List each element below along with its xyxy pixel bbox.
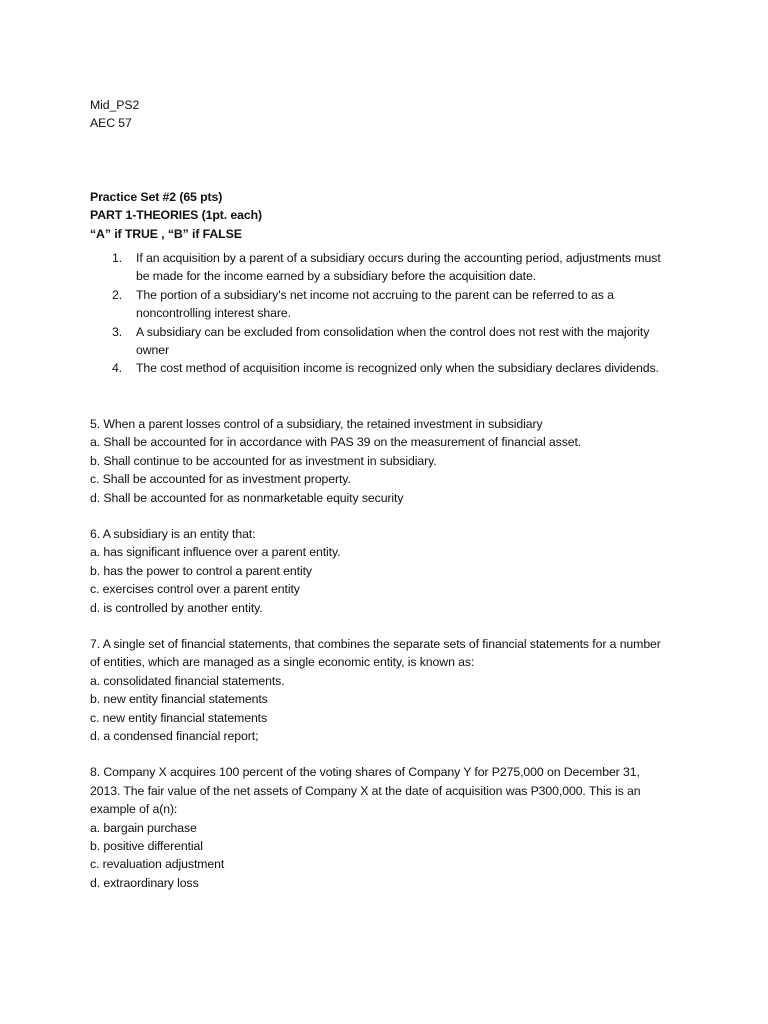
answer-option: c. new entity financial statements bbox=[90, 710, 268, 725]
part-title: PART 1-THEORIES (1pt. each) bbox=[90, 208, 262, 223]
answer-option: b. new entity financial statements bbox=[90, 692, 268, 707]
question-8 bbox=[90, 763, 680, 892]
answer-option: b. Shall continue to be accounted for as investment in subsidiary. bbox=[90, 453, 437, 468]
practice-title: Practice Set #2 (65 pts) bbox=[90, 189, 223, 204]
question-7 bbox=[90, 635, 680, 745]
answer-option: d. Shall be accounted for as nonmarketable equity security bbox=[90, 490, 404, 505]
item-text: If an acquisition by a parent of a subsidiary occurs during the accounting period, adjustments must be made for the income earned by a subsidiary before the acquisition date. bbox=[136, 251, 661, 284]
answer-option: a. bargain purchase bbox=[90, 820, 197, 835]
document-content bbox=[90, 96, 680, 892]
header-spacer bbox=[90, 133, 680, 188]
item-number: 4. bbox=[112, 361, 123, 376]
answer-option: d. a condensed financial report; bbox=[90, 728, 259, 743]
answer-option: d. extraordinary loss bbox=[90, 875, 199, 890]
answer-option: d. is controlled by another entity. bbox=[90, 600, 263, 615]
question-stem: 7. A single set of financial statements, that combines the separate sets of financial statements for a number of entities, which are managed as a single economic entity, is known as: bbox=[90, 636, 661, 670]
answer-option: c. Shall be accounted for as investment property. bbox=[90, 472, 351, 487]
list-item bbox=[90, 359, 676, 377]
list-item bbox=[90, 249, 676, 286]
answer-option: a. consolidated financial statements. bbox=[90, 673, 285, 688]
answer-option: c. exercises control over a parent entity bbox=[90, 582, 300, 597]
true-false-instruction: “A” if TRUE , “B” if FALSE bbox=[90, 226, 242, 241]
item-number: 1. bbox=[112, 251, 123, 266]
answer-option: b. positive differential bbox=[90, 839, 203, 853]
course-code: AEC 57 bbox=[90, 116, 132, 131]
list-item bbox=[90, 286, 676, 323]
course-header bbox=[90, 96, 680, 133]
item-number: 3. bbox=[112, 324, 123, 339]
practice-heading bbox=[90, 188, 680, 243]
answer-option: a. has significant influence over a parent entity. bbox=[90, 545, 341, 560]
question-stem: 6. A subsidiary is an entity that: bbox=[90, 526, 256, 541]
question-stem: 8. Company X acquires 100 percent of the voting shares of Company Y for P275,000 on December 31, 2013. The fair value of the net assets of Company X at the date of acquisition was P300,000. This is an example of a(n): bbox=[90, 765, 641, 817]
answer-option: c. revaluation adjustment bbox=[90, 857, 225, 872]
question-stem: 5. When a parent losses control of a subsidiary, the retained investment in subsidiary bbox=[90, 416, 543, 431]
question-6 bbox=[90, 525, 680, 617]
header-code: Mid_PS2 bbox=[90, 98, 140, 112]
item-text: The cost method of acquisition income is recognized only when the subsidiary declares dividends. bbox=[136, 361, 659, 376]
item-text: The portion of a subsidiary's net income not accruing to the parent can be referred to as a noncontrolling interest share. bbox=[136, 287, 614, 321]
answer-option: a. Shall be accounted for in accordance with PAS 39 on the measurement of financial asset. bbox=[90, 435, 582, 450]
item-text: A subsidiary can be excluded from consolidation when the control does not rest with the majority owner bbox=[136, 324, 650, 358]
true-false-list bbox=[90, 249, 680, 378]
item-number: 2. bbox=[112, 287, 123, 302]
question-5 bbox=[90, 415, 680, 507]
answer-option: b. has the power to control a parent entity bbox=[90, 563, 312, 578]
list-item bbox=[90, 323, 676, 360]
